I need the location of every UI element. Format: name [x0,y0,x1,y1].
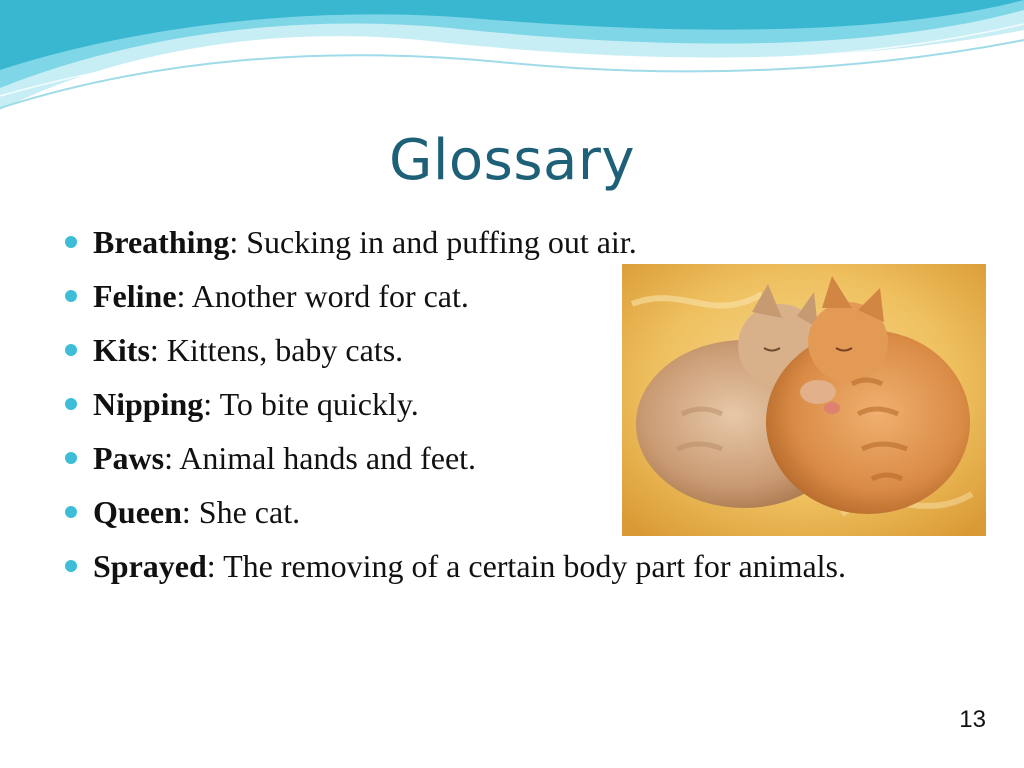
glossary-separator: : [203,386,220,422]
bullet-icon [65,452,77,464]
bullet-icon [65,344,77,356]
glossary-definition: The removing of a certain body part for animals. [223,548,846,584]
glossary-term: Breathing [93,224,230,260]
bullet-icon [65,236,77,248]
glossary-definition: Another word for cat. [191,278,469,314]
glossary-term: Queen [93,494,182,530]
glossary-definition: To bite quickly. [219,386,419,422]
glossary-separator: : [164,440,180,476]
glossary-term: Kits [93,332,150,368]
page-number: 13 [959,706,986,733]
sleeping-kittens-photo [622,264,986,536]
glossary-separator: : [181,494,199,530]
glossary-term: Feline [93,278,177,314]
glossary-item-breathing [62,222,902,262]
glossary-definition: She cat. [198,494,301,530]
glossary-definition: Animal hands and feet. [179,440,477,476]
glossary-term: Nipping [93,386,204,422]
glossary-term: Sprayed [93,548,207,584]
glossary-separator: : [229,224,247,260]
glossary-separator: : [149,332,167,368]
glossary-term: Paws [93,440,165,476]
slide-title: Glossary [388,128,636,193]
bullet-icon [65,506,77,518]
glossary-item-sprayed [62,546,902,586]
bullet-icon [65,398,77,410]
glossary-definition: Sucking in and puffing out air. [246,224,637,260]
header-wave-decoration [0,0,1024,130]
bullet-icon [65,290,77,302]
bullet-icon [65,560,77,572]
glossary-separator: : [176,278,192,314]
glossary-separator: : [206,548,224,584]
glossary-definition: Kittens, baby cats. [166,332,404,368]
